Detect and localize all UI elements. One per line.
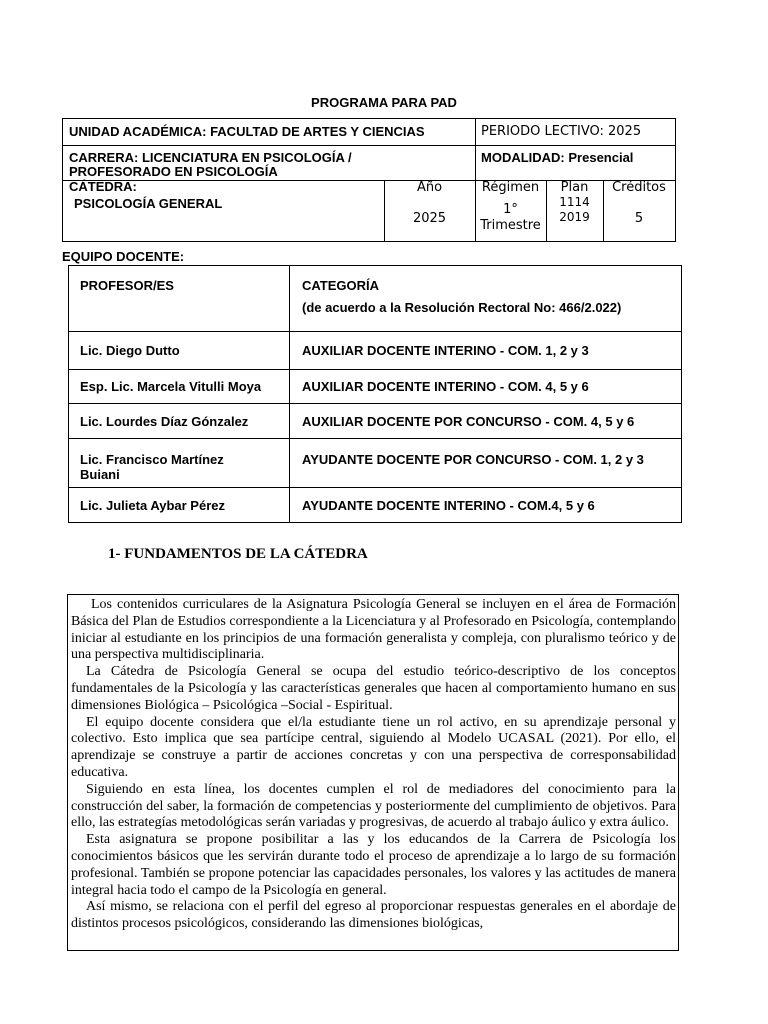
modalidad — [481, 150, 633, 165]
staff-name: Lic. Diego Dutto — [69, 332, 290, 370]
table-row — [69, 488, 682, 523]
table-row — [69, 404, 682, 439]
fundamentos-paragraph: La Cátedra de Psicología General se ocupa del estudio teórico-descriptivo de los conceptos fundamentales de la Psicología y las características generales que hacen al comportamiento humano en sus dimensiones Biológica – Psicológica –Social - Espiritual. — [71, 664, 676, 713]
table-row — [69, 332, 682, 370]
equipo-docente-label: EQUIPO DOCENTE: — [62, 249, 185, 264]
modalidad-value: Presencial — [564, 150, 634, 165]
fundamentos-paragraph: Esta asignatura se propone posibilitar a las y los educandos de la Carrera de Psicología los conocimientos básicos que les servirán durante todo el proceso de aprendizaje a lo largo de su formación profesional. También se propone potenciar las capacidades personales, los valores y las actitudes de manera integral hacia todo el campo de la Psicología en general. — [71, 832, 676, 898]
staff-name: Lic. Lourdes Díaz Gónzalez — [69, 404, 290, 439]
anio-value: 2025 — [412, 211, 447, 226]
staff-name: Lic. Julieta Aybar Pérez — [69, 488, 290, 523]
table-row — [69, 370, 682, 404]
table-row — [69, 439, 682, 488]
plan-value-2: 2019 — [559, 210, 590, 224]
fundamentos-paragraph: El equipo docente considera que el/la estudiante tiene un rol activo, en su aprendizaje personal y colectivo. Esto implica que sea partícipe central, siguiendo al Modelo UCASAL (2021). Por ello, el aprendizaje se construye a partir de acciones concretas y con una perspectiva de corresponsabilidad educativa. — [71, 714, 676, 780]
plan-value-1: 1114 — [559, 195, 590, 209]
staff-name: Lic. Francisco Martínez Buiani — [69, 439, 290, 488]
catedra-value: PSICOLOGÍA GENERAL — [74, 196, 223, 211]
unidad-academica: UNIDAD ACADÉMICA: FACULTAD DE ARTES Y CIENCIAS — [69, 124, 425, 139]
staff-category: AUXILIAR DOCENTE INTERINO - COM. 1, 2 y 3 — [290, 332, 682, 370]
staff-header-row — [69, 266, 682, 332]
col-categoria-note: (de acuerdo a la Resolución Rectoral No: 466/2.022) — [302, 300, 622, 315]
staff-category: AUXILIAR DOCENTE POR CONCURSO - COM. 4, 5 y 6 — [290, 404, 682, 439]
staff-category: AYUDANTE DOCENTE INTERINO - COM.4, 5 y 6 — [290, 488, 682, 523]
fundamentos-paragraph: Así mismo, se relaciona con el perfil del egreso al proporcionar respuestas generales en el abordaje de distintos procesos psicológicos, considerando las dimensiones biológicas, — [71, 899, 676, 932]
regimen-value-1: 1° — [503, 202, 518, 217]
col-categoria-label: CATEGORÍA — [302, 278, 380, 293]
fundamentos-paragraph: Siguiendo en esta línea, los docentes cumplen el rol de mediadores del conocimiento para la construcción del saber, la formación de competencias y posteriormente del cumplimiento de objetivos. Para ello, las estrategías metodológicas serán variadas y progresivas, de acuerdo al trabajo áulico y extra áulico. — [71, 781, 676, 831]
staff-name: Esp. Lic. Marcela Vitulli Moya — [69, 370, 290, 404]
carrera-line1: CARRERA: LICENCIATURA EN PSICOLOGÍA / — [69, 150, 352, 165]
catedra-label: CÁTEDRA: — [69, 179, 137, 194]
periodo-lectivo: PERIODO LECTIVO: 2025 — [481, 124, 642, 139]
col-regimen: Régimen — [481, 180, 540, 195]
col-plan: Plan — [560, 180, 589, 195]
col-anio: Año — [416, 180, 443, 195]
staff-table — [68, 265, 682, 523]
fundamentos-paragraph: Los contenidos curriculares de la Asignatura Psicología General se incluyen en el área de Formación Básica del Plan de Estudios correspondiente a la Licenciatura y al Profesorado en Psicología, contemplando iniciar al estudiante en los principios de una formación generalista y compleja, con pluralismo teórico y de una perspectiva multidisciplinaria. — [71, 597, 676, 663]
col-profesor-label: PROFESOR/ES — [80, 278, 174, 293]
document-title: PROGRAMA PARA PAD — [311, 95, 457, 110]
staff-category: AUXILIAR DOCENTE INTERINO - COM. 4, 5 y 6 — [290, 370, 682, 404]
col-profesor-header — [69, 266, 290, 332]
regimen-value-2: Trimestre — [480, 218, 541, 233]
col-creditos: Créditos — [612, 180, 666, 195]
creditos-value: 5 — [634, 211, 644, 226]
section-heading: 1- FUNDAMENTOS DE LA CÁTEDRA — [108, 546, 368, 562]
col-categoria-header — [290, 266, 682, 332]
carrera-line2: PROFESORADO EN PSICOLOGÍA — [69, 164, 278, 179]
fundamentos-box — [67, 594, 679, 951]
staff-category: AYUDANTE DOCENTE POR CONCURSO - COM. 1, 2 y 3 — [290, 439, 682, 488]
modalidad-label: MODALIDAD: — [481, 150, 565, 165]
